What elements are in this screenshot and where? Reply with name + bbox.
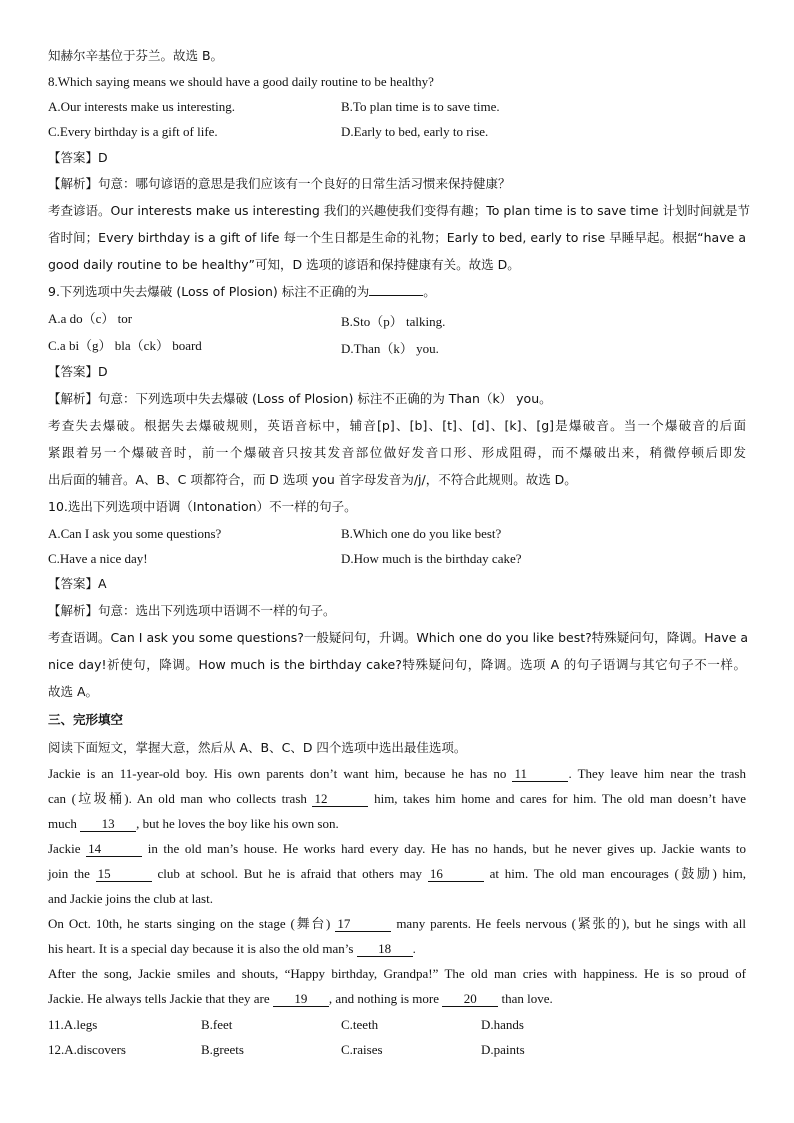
passage-text: at him. The old man encourages (鼓励) him, (489, 866, 747, 881)
explanation-9-line: 出后面的辅音。A、B、C 项都符合，而 D 选项 you 首字母发音为/j/，不符合此规则。故选 D。 (48, 472, 577, 487)
explanation-9-line: 考查失去爆破。根据失去爆破规则，英语音标中，辅音[p]、[b]、[t]、[d]、[k]、[g]是爆破音。当一个爆破音的后面 (48, 418, 746, 433)
passage-text: , but he loves the boy like his own son. (136, 816, 339, 831)
explanation-9-line: 【解析】句意：下列选项中失去爆破 (Loss of Plosion) 标注不正确的为 Than（k） you。 (48, 391, 552, 406)
passage-text: can (垃圾桶). An old man who collects trash (48, 791, 307, 806)
passage-text: Jackie is an 11-year-old boy. His own parents don’t want him, because he has no (48, 766, 507, 781)
explanation-10-line: 考查语调。Can I ask you some questions?一般疑问句，升调。Which one do you like best?特殊疑问句，降调。Have a (48, 630, 749, 645)
passage-text: , and nothing is more (328, 991, 440, 1006)
option-8a: A.Our interests make us interesting. (48, 99, 236, 114)
passage-line: and Jackie joins the club at last. (48, 891, 213, 906)
instructions: 阅读下面短文，掌握大意，然后从 A、B、C、D 四个选项中选出最佳选项。 (48, 740, 467, 755)
passage-text: his heart. It is a special day because it is also the old man’s (48, 941, 354, 956)
passage-text: in the old man’s house. He works hard every day. He has no hands, but he never gives up. Jackie wants to (147, 841, 747, 856)
text-line: 知赫尔辛基位于芬兰。故选 B。 (48, 48, 224, 63)
option-9a: A.a do（c） tor (48, 311, 133, 326)
passage-line (48, 766, 746, 782)
option-12a: 12.A.discovers (48, 1042, 126, 1057)
blank-20: 20 (442, 992, 498, 1007)
passage-text: club at school. But he is afraid that others may (157, 866, 423, 881)
option-9d: D.Than（k） you. (341, 341, 439, 356)
option-11a: 11.A.legs (48, 1017, 98, 1032)
passage-line: After the song, Jackie smiles and shouts, “Happy birthday, Grandpa!” The old man cries with happiness. He is so proud of (48, 966, 746, 981)
option-10b: B.Which one do you like best? (341, 526, 502, 541)
option-11d: D.hands (481, 1017, 524, 1032)
blank-14: 14 (86, 842, 142, 857)
explanation-10-line: nice day!祈使句，降调。How much is the birthday cake?特殊疑问句，降调。选项 A 的句子语调与其它句子不一样。 (48, 657, 746, 672)
blank-15: 15 (96, 867, 152, 882)
explanation-9-line: 紧跟着另一个爆破音时，前一个爆破音只按其发音部位做好发音口形、形成阻碍，而不爆破出来，稍微停顿后即发 (48, 445, 746, 460)
passage-line (48, 916, 746, 932)
passage-text: many parents. He feels nervous (紧张的), but he sings with all (396, 916, 747, 931)
answer-9: 【答案】D (48, 364, 108, 379)
option-8d: D.Early to bed, early to rise. (341, 124, 489, 139)
passage-line (48, 791, 746, 807)
passage-text: than love. (501, 991, 553, 1006)
option-8c: C.Every birthday is a gift of life. (48, 124, 218, 139)
passage-text: join the (48, 866, 90, 881)
blank-13: 13 (80, 817, 136, 832)
passage-line (48, 841, 746, 857)
section-heading: 三、完形填空 (48, 712, 124, 727)
option-11c: C.teeth (341, 1017, 379, 1032)
option-8b: B.To plan time is to save time. (341, 99, 500, 114)
option-12d: D.paints (481, 1042, 525, 1057)
explanation-8-line: good daily routine to be healthy”可知，D 选项的谚语和保持健康有关。故选 D。 (48, 257, 520, 272)
question-8: 8.Which saying means we should have a good daily routine to be healthy? (48, 74, 434, 89)
question-10: 10.选出下列选项中语调（Intonation）不一样的句子。 (48, 499, 357, 514)
option-10c: C.Have a nice day! (48, 551, 148, 566)
passage-text: . They leave him near the trash (568, 766, 746, 781)
blank-11: 11 (512, 767, 568, 782)
question-9-end: 。 (423, 284, 436, 299)
option-12c: C.raises (341, 1042, 383, 1057)
answer-blank (369, 295, 423, 296)
blank-16: 16 (428, 867, 484, 882)
explanation-8-line: 省时间；Every birthday is a gift of life 每一个生日都是生命的礼物；Early to bed, early to rise 早睡早起。根据“have a (48, 230, 746, 245)
question-9-text: 9.下列选项中失去爆破 (Loss of Plosion) 标注不正确的为 (48, 284, 370, 299)
answer-8: 【答案】D (48, 150, 108, 165)
option-12b: B.greets (201, 1042, 244, 1057)
option-9b: B.Sto（p） talking. (341, 314, 446, 329)
option-11b: B.feet (201, 1017, 233, 1032)
answer-10: 【答案】A (48, 576, 107, 591)
option-10d: D.How much is the birthday cake? (341, 551, 522, 566)
question-9 (48, 284, 436, 300)
explanation-8-line: 考查谚语。Our interests make us interesting 我们的兴趣使我们变得有趣；To plan time is to save time 计划时间就是节 (48, 203, 751, 218)
blank-19: 19 (273, 992, 329, 1007)
passage-line (48, 866, 746, 882)
passage-line (48, 941, 416, 957)
passage-text: him, takes him home and cares for him. The old man doesn’t have (374, 791, 747, 806)
passage-text: . (412, 941, 416, 956)
passage-text: On Oct. 10th, he starts singing on the stage (舞台) (48, 916, 331, 931)
passage-text: Jackie. He always tells Jackie that they are (48, 991, 270, 1006)
passage-line (48, 816, 339, 832)
passage-text: much (48, 816, 77, 831)
blank-17: 17 (335, 917, 391, 932)
passage-line (48, 991, 553, 1007)
blank-12: 12 (312, 792, 368, 807)
blank-18: 18 (357, 942, 413, 957)
option-10a: A.Can I ask you some questions? (48, 526, 222, 541)
explanation-10-line: 故选 A。 (48, 684, 99, 699)
explanation-10-line: 【解析】句意：选出下列选项中语调不一样的句子。 (48, 603, 336, 618)
option-9c: C.a bi（g） bla（ck） board (48, 338, 202, 353)
passage-text: Jackie (48, 841, 81, 856)
explanation-8-line: 【解析】句意：哪句谚语的意思是我们应该有一个良好的日常生活习惯来保持健康？ (48, 176, 511, 191)
